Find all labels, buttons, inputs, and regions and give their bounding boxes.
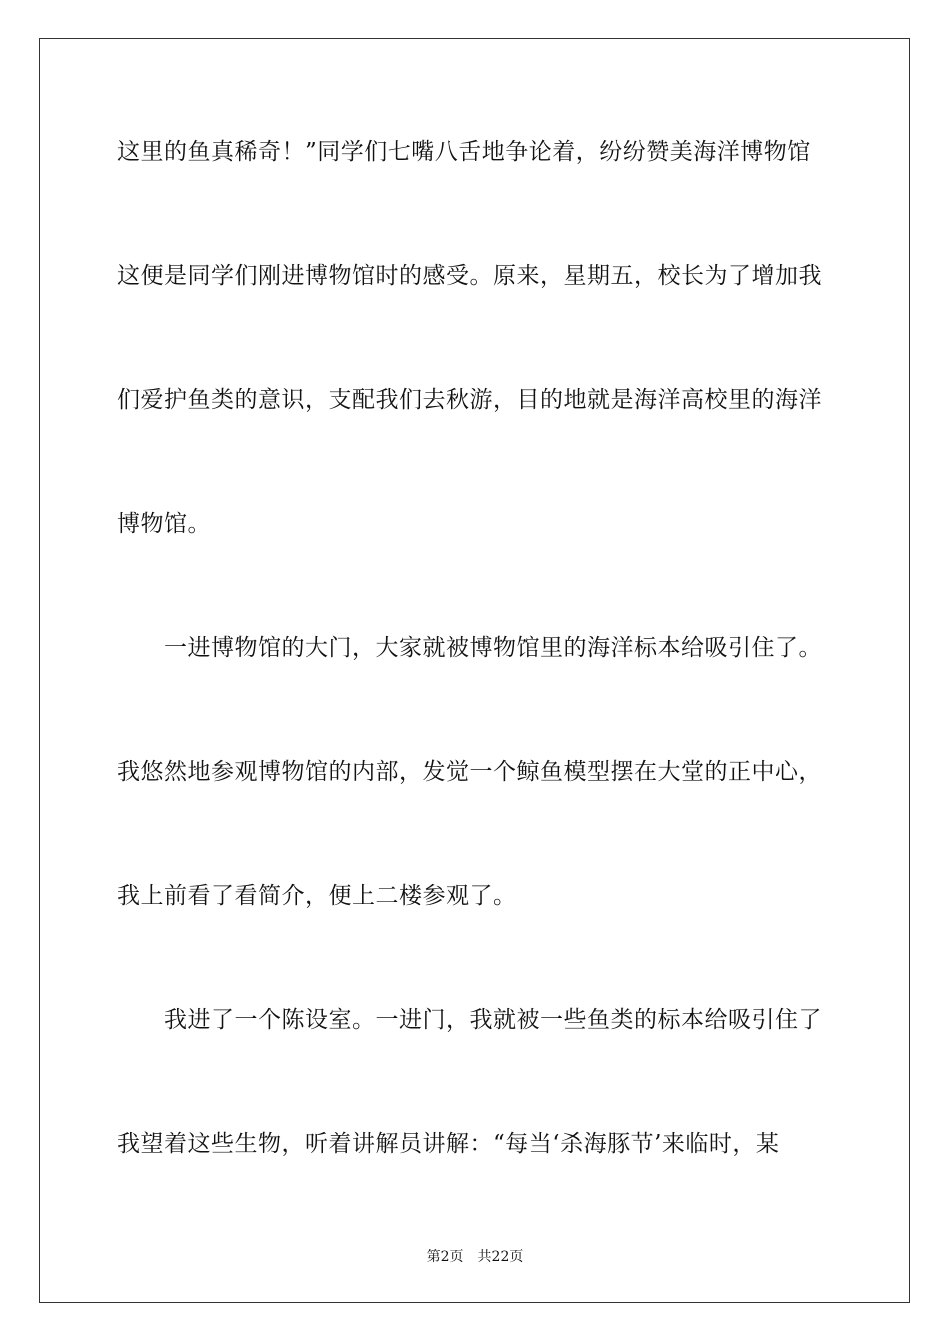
text-line-9: 我望着这些生物，听着讲解员讲解：“每当‘杀海豚节’来临时，某 — [117, 1131, 780, 1157]
text-line-7: 我上前看了看简介，便上二楼参观了。 — [117, 883, 517, 909]
text-line-4: 博物馆。 — [117, 511, 211, 537]
text-line-2: 这便是同学们刚进博物馆时的感受。原来，星期五，校长为了增加我 — [117, 263, 822, 289]
page-frame — [39, 38, 910, 1303]
text-line-3: 们爱护鱼类的意识，支配我们去秋游，目的地就是海洋高校里的海洋 — [117, 387, 822, 413]
page-number: 第2页 — [426, 1249, 464, 1265]
text-line-5: 一进博物馆的大门，大家就被博物馆里的海洋标本给吸引住了。 — [164, 635, 822, 661]
page-footer — [0, 1248, 950, 1266]
text-line-6: 我悠然地参观博物馆的内部，发觉一个鲸鱼模型摆在大堂的正中心， — [117, 759, 822, 785]
text-line-8: 我进了一个陈设室。一进门，我就被一些鱼类的标本给吸引住了 — [164, 1007, 822, 1033]
text-line-1: 这里的鱼真稀奇！”同学们七嘴八舌地争论着，纷纷赞美海洋博物馆 — [117, 139, 811, 165]
page-total: 共22页 — [477, 1249, 524, 1265]
